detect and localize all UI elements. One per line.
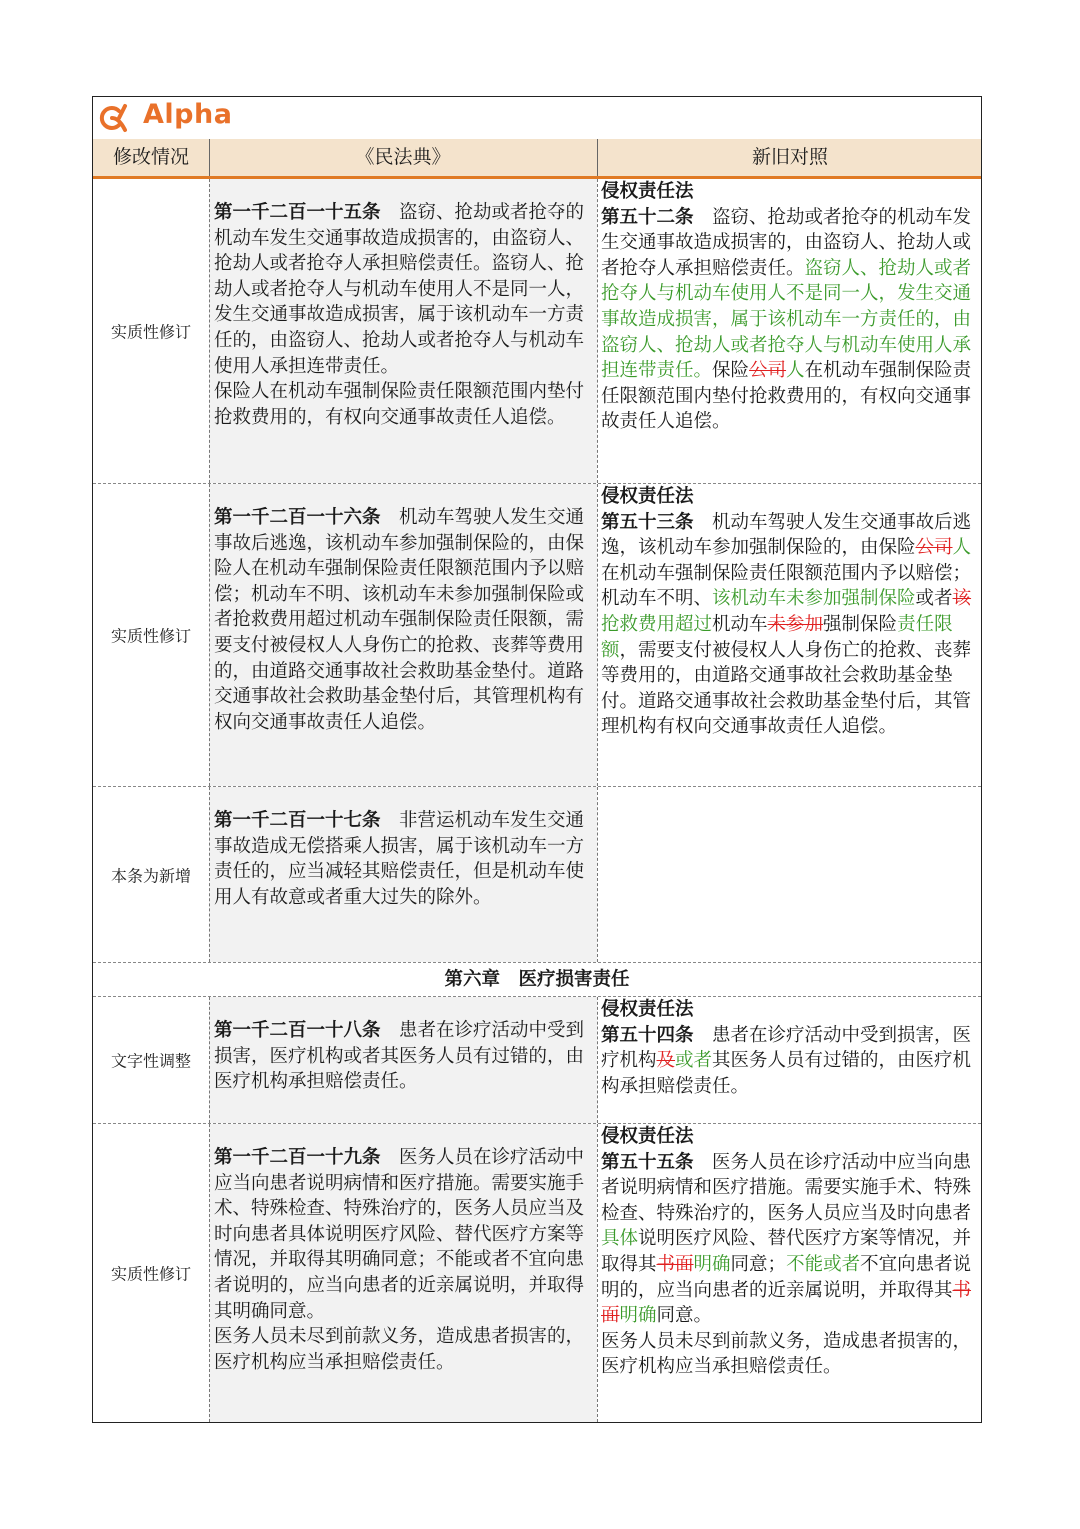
- status-label: 实质性修订: [110, 626, 191, 646]
- inserted-text: 责任限额: [601, 613, 953, 661]
- article-number: 第一千二百一十六条: [214, 507, 381, 528]
- chapter-heading: 第六章 医疗损害责任: [93, 963, 981, 997]
- text-segment: 说明医疗风险、替代医疗方案等情况，并取得其: [601, 1228, 972, 1275]
- status-label: 实质性修订: [110, 1264, 191, 1284]
- text-segment: 机动车: [712, 613, 768, 635]
- text-segment: 强制保险: [823, 613, 898, 635]
- civil-code-text: 第一千二百一十五条 盗窃、抢劫或者抢夺的机动车发生交通事故造成损害的，由盗窃人、抢劫人或者抢夺人承担赔偿责任。盗窃人、抢劫人或者抢夺人与机动车使用人不是同一人，发生交通事故造成损害，属于该机动车一方责任的，由盗窃人、抢劫人或者抢夺人与机动车使用人承担连带责任。 保险人在机动车强制保险责任限额范围内垫付抢救费用的，有权向交通事故责任人追偿。: [214, 202, 585, 428]
- old-article-number: 第五十三条: [601, 511, 694, 533]
- article-number: 第一千二百一十八条: [214, 1020, 381, 1041]
- deleted-text: 及: [656, 1050, 676, 1072]
- deleted-text: 书面: [601, 1279, 972, 1327]
- deleted-text: 书面: [656, 1253, 694, 1275]
- deleted-text: 未参加: [767, 613, 824, 635]
- old-law-name: 侵权责任法: [601, 999, 694, 1020]
- old-law-name: 侵权责任法: [601, 486, 694, 507]
- text-segment: 其医务人员有过错的，由医疗机构承担赔偿责任。: [601, 1050, 972, 1097]
- article-number: 第一千二百一十九条: [214, 1147, 381, 1168]
- alpha-logo-icon: [99, 103, 129, 133]
- text-segment: ，需要支付被侵权人人身伤亡的抢救、丧葬等费用的，由道路交通事故社会救助基金垫付。道路交通事故社会救助基金垫付后，其管理机构有权向交通事故责任人追偿。: [601, 639, 972, 738]
- text-segment: 不宜向患者说明的，应当向患者的近亲属说明，并取得其: [601, 1253, 972, 1301]
- text-segment: 在机动车强制保险责任限额范围内垫付抢救费用的，有权向交通事故责任人追偿。: [601, 360, 972, 433]
- text-segment: 同意。: [656, 1305, 713, 1327]
- comparison-table: [92, 96, 982, 1423]
- civil-code-text: 第一千二百一十六条 机动车驾驶人发生交通事故后逃逸，该机动车参加强制保险的，由保险人在机动车强制保险责任限额范围内予以赔偿；机动车不明、该机动车未参加强制保险或者抢救费用超过机动车强制保险责任限额，需要支付被侵权人人身伤亡的抢救、丧葬等费用的，由道路交通事故社会救助基金垫付。道路交通事故社会救助基金垫付后，其管理机构有权向交通事故责任人追偿。: [214, 507, 585, 733]
- table-row: [93, 179, 981, 484]
- inserted-text: 人: [952, 537, 972, 559]
- old-law-text: [601, 179, 979, 435]
- table-row: [93, 787, 981, 963]
- text-segment: 盗窃、抢劫或者抢夺的机动车发生交通事故造成损害的，由盗窃人、抢劫人或者抢夺人承担赔偿责任。: [601, 206, 972, 279]
- text-segment: 机动车驾驶人发生交通事故后逃逸，该机动车参加强制保险的，由保险: [601, 511, 972, 559]
- text-segment: 保险: [712, 360, 750, 382]
- logo-bar: [93, 97, 981, 140]
- inserted-text: 不能或者: [786, 1253, 861, 1275]
- inserted-text: 人: [786, 360, 805, 382]
- inserted-text: 盗窃人、抢劫人或者抢夺人与机动车使用人不是同一人，发生交通事故造成损害，属于该机动车一方责任的，由盗窃人、抢劫人或者抢夺人与机动车使用人承担连带责任。: [601, 257, 972, 382]
- inserted-text: 抢救费用超过: [601, 613, 713, 635]
- civil-code-text: 第一千二百一十七条 非营运机动车发生交通事故造成无偿搭乘人损害，属于该机动车一方责任的，应当减轻其赔偿责任，但是机动车使用人有故意或者重大过失的除外。: [214, 810, 585, 908]
- text-segment: 患者在诊疗活动中受到损害，医疗机构: [601, 1024, 972, 1072]
- status-label: 本条为新增: [110, 866, 191, 885]
- old-article-number: 第五十二条: [601, 206, 694, 228]
- header-status: 修改情况: [112, 146, 189, 168]
- inserted-text: 或者: [675, 1050, 713, 1072]
- civil-code-text: 第一千二百一十八条 患者在诊疗活动中受到损害，医疗机构或者其医务人员有过错的，由医疗机构承担赔偿责任。: [214, 1020, 585, 1093]
- header-civil-code: 《民法典》: [355, 146, 451, 168]
- old-law-name: 侵权责任法: [601, 1126, 694, 1147]
- text-segment: 或者: [915, 588, 953, 610]
- old-article-number: 第五十四条: [601, 1024, 694, 1046]
- old-law-text: 侵权责任法 第五十五条 医务人员在诊疗活动中应当向患者说明病情和医疗措施。需要实施手术、特殊检查、特殊治疗的，医务人员应当及时向患者具体说明医疗风险、替代医疗方案等情况，并取得其书面明确同意；不能或者不宜向患者说明的，应当向患者的近亲属说明，并取得其书面明确同意。 医务人员未尽到前款义务，造成患者损害的，医疗机构应当承担赔偿责任。: [601, 1126, 972, 1378]
- table-header: [93, 139, 981, 179]
- deleted-text: 公司: [749, 360, 787, 382]
- status-label: 文字性调整: [110, 1051, 191, 1071]
- table-row: [93, 1124, 981, 1422]
- text-segment: 同意；: [730, 1253, 787, 1275]
- old-law-name: 侵权责任法: [601, 181, 694, 202]
- inserted-text: 该机动车未参加强制保险: [712, 588, 916, 610]
- deleted-text: 该: [952, 588, 972, 610]
- table-row: [93, 484, 981, 787]
- status-label: 实质性修订: [110, 322, 191, 342]
- civil-code-text: 第一千二百一十九条 医务人员在诊疗活动中应当向患者说明病情和医疗措施。需要实施手术、特殊检查、特殊治疗的，医务人员应当及时向患者具体说明医疗风险、替代医疗方案等情况，并取得其明确同意；不能或者不宜向患者说明的，应当向患者的近亲属说明，并取得其明确同意。 医务人员未尽到前款义务，造成患者损害的，医疗机构应当承担赔偿责任。: [214, 1147, 585, 1373]
- text-segment: 医务人员在诊疗活动中应当向患者说明病情和医疗措施。需要实施手术、特殊检查、特殊治疗的，医务人员应当及时向患者: [601, 1151, 972, 1224]
- brand-name: Alpha: [143, 99, 233, 130]
- table-row: [93, 997, 981, 1124]
- old-article-number: 第五十五条: [601, 1151, 694, 1173]
- old-law-text: [601, 484, 979, 740]
- inserted-text: 明确: [693, 1253, 731, 1275]
- article-number: 第一千二百一十五条: [214, 202, 381, 223]
- article-number: 第一千二百一十七条: [214, 810, 381, 831]
- header-compare: 新旧对照: [751, 146, 828, 168]
- inserted-text: 具体: [601, 1228, 639, 1250]
- deleted-text: 公司: [915, 537, 953, 559]
- old-law-text: [601, 997, 979, 1099]
- inserted-text: 明确: [619, 1305, 657, 1327]
- text-segment: 在机动车强制保险责任限额范围内予以赔偿；机动车不明、: [601, 562, 972, 610]
